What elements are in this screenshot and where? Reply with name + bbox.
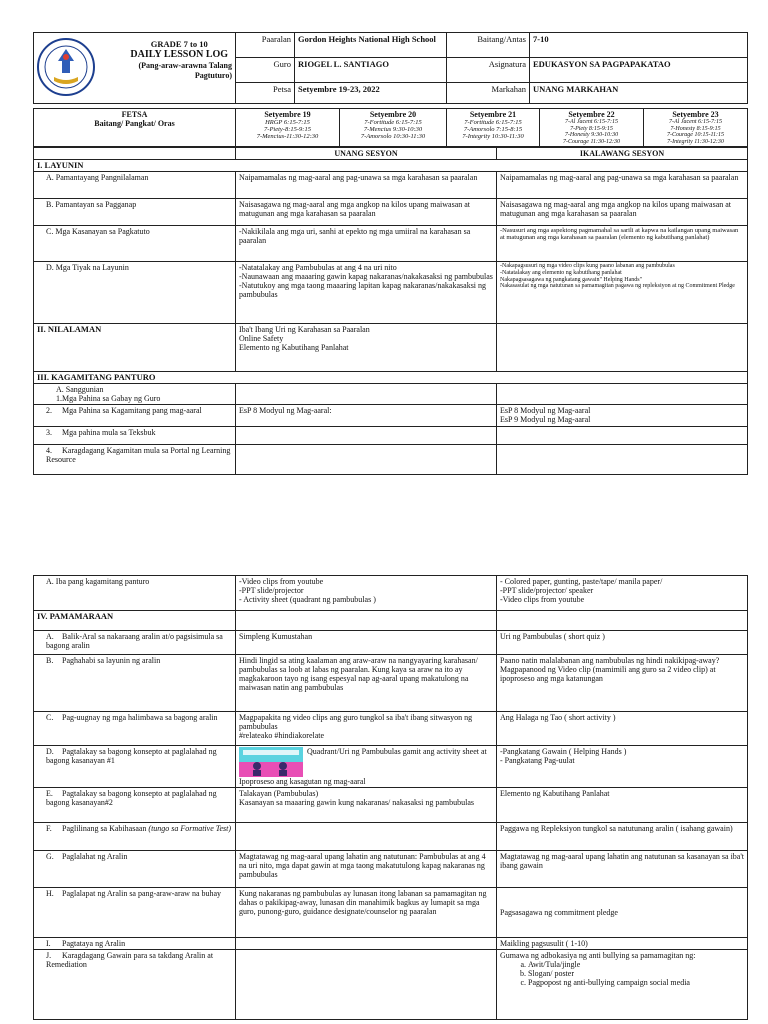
day-line: 7-Integrity 11:30-12:30 bbox=[667, 138, 724, 145]
nilalaman-heading: II. NILALAMAN bbox=[34, 324, 236, 372]
row-label bbox=[34, 888, 236, 938]
day-date: Setyembre 19 bbox=[264, 110, 311, 119]
pamamaraan-heading: IV. PAMAMARAAN bbox=[34, 611, 236, 631]
nilalaman-s1: Iba't Ibang Uri ng Karahasan sa Paaralan Online Safety Elemento ng Kabutihang Panlahat bbox=[236, 324, 497, 372]
row-label-italic: (tungo sa Formative Test) bbox=[148, 824, 232, 833]
iba-pang-label: A. Iba pang kagamitang panturo bbox=[34, 576, 236, 611]
row-s2: EsP 8 Modyul ng Mag-aaral EsP 9 Modyul ng Mag-aaral bbox=[497, 405, 748, 427]
row-s1 bbox=[236, 823, 497, 851]
row-s2: Elemento ng Kabutihang Panlahat bbox=[497, 788, 748, 823]
day-3 bbox=[447, 109, 540, 147]
day-2 bbox=[340, 109, 447, 147]
paaralan-value: Gordon Heights National High School bbox=[295, 33, 447, 58]
petsa-value: Setyembre 19-23, 2022 bbox=[295, 83, 447, 104]
day-date: Setyembre 23 bbox=[672, 110, 719, 119]
row-s1: Magpapakita ng video clips ang guro tungkol sa iba't ibang sitwasyon ng pambubulas #relateako #hindiakorelate bbox=[236, 712, 497, 746]
row-key: B. bbox=[46, 656, 54, 665]
sanggunian-cell bbox=[34, 384, 236, 405]
ikalawang-sesyon-heading: IKALAWANG SESYON bbox=[497, 148, 748, 160]
day-date: Setyembre 21 bbox=[469, 110, 517, 119]
row-label: B. Pamantayan sa Pagganap bbox=[34, 199, 236, 226]
row-num: 3. bbox=[46, 428, 52, 438]
gabay-label: 1.Mga Pahina sa Gabay ng Guro bbox=[56, 394, 161, 404]
row-key: D. bbox=[46, 747, 54, 756]
row-label bbox=[34, 823, 236, 851]
row-label: A. Pamantayang Pangnilalaman bbox=[34, 172, 236, 199]
row-s2: Naisasagawa ng mag-aaral ang mga angkop na kilos upang maiwasan at matugunan ang mga karahasan sa paaralan bbox=[497, 199, 748, 226]
row-s1: Kung nakaranas ng pambubulas ay lunasan itong labanan sa pamamagitan ng dahas o pakikipag-away, lunasan din manahimik bagkus ay lumapit sa mga guro, punong-guro, guidance designate/counselor ng paaralan bbox=[236, 888, 497, 938]
day-line: 7-Integrity 10:30-11:30 bbox=[462, 133, 524, 140]
iba-pang-s1: -Video clips from youtube -PPT slide/projector - Activity sheet (quadrant ng pambubulas ) bbox=[236, 576, 497, 611]
row-num: 2. bbox=[46, 406, 52, 416]
quadrant-activity-image bbox=[239, 747, 303, 777]
row-label bbox=[34, 655, 236, 712]
paaralan-label: Paaralan bbox=[236, 33, 295, 58]
row-s2: Pagsasagawa ng commitment pledge bbox=[497, 888, 748, 938]
row-label bbox=[34, 631, 236, 655]
row-label bbox=[34, 938, 236, 950]
row-s2: -Pangkatang Gawain ( Helping Hands ) - Pangkatang Pag-uulat bbox=[497, 746, 748, 788]
markahan-value: UNANG MARKAHAN bbox=[530, 83, 748, 104]
row-label-text: Pagtalakay sa bagong konsepto at paglalahad ng bagong kasanayan #1 bbox=[46, 747, 217, 765]
row-s2-list-cell bbox=[497, 950, 748, 1020]
day-date: Setyembre 20 bbox=[369, 110, 417, 119]
procedure-table bbox=[33, 575, 748, 1020]
row-key: F. bbox=[46, 824, 52, 833]
row-s2 bbox=[497, 427, 748, 445]
day-date: Setyembre 22 bbox=[568, 110, 615, 119]
day-line: HRGP 6:15-7:15 bbox=[265, 119, 310, 126]
row-label bbox=[34, 746, 236, 788]
day-line: 7-Al Jacent 6:15-7:15 bbox=[669, 119, 722, 125]
deped-seal-icon bbox=[36, 37, 96, 97]
row-label bbox=[34, 950, 236, 1020]
row-label bbox=[34, 445, 236, 475]
row-s1: Naisasagawa ng mag-aaral ang mga angkop na kilos upang maiwasan at matugunan ang mga karahasan sa paaralan bbox=[236, 199, 497, 226]
day-line: 7-Courage 11:30-12:30 bbox=[562, 138, 621, 145]
day-5 bbox=[644, 109, 748, 147]
asignatura-value: EDUKASYON SA PAGPAPAKATAO bbox=[530, 58, 748, 83]
day-line: 7-Piety-8:15-9:15 bbox=[264, 126, 311, 133]
row-s1: Simpleng Kumustahan bbox=[236, 631, 497, 655]
baitang-label: Baitang/Antas bbox=[447, 33, 530, 58]
row-label bbox=[34, 851, 236, 888]
list-item: b. Slogan/ poster bbox=[528, 969, 744, 978]
markahan-label: Markahan bbox=[447, 83, 530, 104]
row-key: I. bbox=[46, 939, 51, 948]
day-line: 7-Fortitude 6:15-7:15 bbox=[364, 119, 422, 126]
row-s1: -Natatalakay ang Pambubulas at ang 4 na uri nito -Naunawaan ang maaaring gawin kapag nakaranas/nakakasaksi ng pambubulas -Natutukoy ang mga taong maaaring lapitan kapag nakaranas/nakakasaksi ng pambubulas bbox=[236, 262, 497, 324]
row-label bbox=[34, 788, 236, 823]
row-s2: -Nasusuri ang mga aspektong pagmamahal sa sarili at kapwa na kailangan upang maiwasan at matugunan ang mga karahasan sa paaralan (elemento ng kabutihang panlahat) bbox=[497, 226, 748, 262]
row-s1 bbox=[236, 938, 497, 950]
grade-label: GRADE 7 to 10 bbox=[150, 39, 208, 49]
nilalaman-s2 bbox=[497, 324, 748, 372]
baitang-value: 7-10 bbox=[530, 33, 748, 58]
list-item: a. Awit/Tula/jingle bbox=[528, 960, 744, 969]
day-line: 7-Honesty 8:15-9:15 bbox=[670, 125, 721, 132]
row-s1: Magtatawag ng mag-aaral upang lahatin ang natutunan: Pambubulas at ang 4 na uri nito, mga dapat gawin at mga taong makatutulong kapag nakaranas ng pambubulas bbox=[236, 851, 497, 888]
day-line: 7-Fortitude 6:15-7:15 bbox=[464, 119, 522, 126]
schedule-table bbox=[33, 108, 748, 147]
guro-value: RIOGEL L. SANTIAGO bbox=[295, 58, 447, 83]
row-s2: Naipamamalas ng mag-aaral ang pag-unawa sa mga karahasan sa paaralan bbox=[497, 172, 748, 199]
kagamitan-heading: III. KAGAMITANG PANTURO bbox=[34, 372, 748, 384]
unang-sesyon-heading: UNANG SESYON bbox=[236, 148, 497, 160]
row-label-text: Pagtataya ng Aralin bbox=[62, 939, 126, 948]
day-line: 7-Piety 8:15-9:15 bbox=[570, 125, 613, 132]
lesson-log-page-1 bbox=[33, 32, 747, 475]
day-line: 7-Mencius-11:30-12:30 bbox=[256, 133, 319, 140]
row-label-text: Karagdagang Gawain para sa takdang Aralin at Remediation bbox=[46, 951, 214, 969]
row-s2: Magtatawag ng mag-aaral upang lahatin ang natutunan sa kasanayan sa iba't ibang gawain bbox=[497, 851, 748, 888]
row-label-text: Paglilinang sa Kabihasaan bbox=[62, 824, 147, 833]
row-s2: Ang Halaga ng Tao ( short activity ) bbox=[497, 712, 748, 746]
header-table bbox=[33, 32, 748, 104]
doc-subtitle: (Pang-araw-arawna Talang Pagtuturo) bbox=[138, 61, 232, 80]
row-s1: Naipamamalas ng mag-aaral ang pag-unawa sa mga karahasan sa paaralan bbox=[236, 172, 497, 199]
list-item: c. Pagpopost ng anti-bullying campaign social media bbox=[528, 978, 744, 987]
row-s1: EsP 8 Modyul ng Mag-aaral: bbox=[236, 405, 497, 427]
day-line: 7-Al Jacent 6:15-7:15 bbox=[565, 119, 618, 125]
row-label bbox=[34, 712, 236, 746]
day-line: 7-Honesty 9:30-10:30 bbox=[564, 132, 619, 139]
row-key: J. bbox=[46, 951, 52, 960]
day-1 bbox=[236, 109, 340, 147]
fetsa-cell bbox=[34, 109, 236, 147]
row-label-text: Paglalahat ng Aralin bbox=[62, 852, 128, 861]
day-line: 7-Courage 10:15-11:15 bbox=[666, 132, 725, 139]
row-label-text: Paghahabi sa layunin ng aralin bbox=[62, 656, 161, 665]
row-s1 bbox=[236, 427, 497, 445]
petsa-label: Petsa bbox=[236, 83, 295, 104]
row-num: 4. bbox=[46, 446, 52, 456]
row-label-text: Pag-uugnay ng mga halimbawa sa bagong aralin bbox=[62, 713, 218, 722]
row-s2: -Nakapagsusuri ng mga video clips kung paano labanan ang pambubulas -Natatalakay ang elemento ng kabutihang panlahat Nakapagsasagawa ng pangkatang gawain" Helping Hands" Nakasasulat ng mga natutunan sa pamamagitan pagawa ng repleksiyon at ng Commitment Pledge bbox=[497, 262, 748, 324]
row-s1: -Nakikilala ang mga uri, sanhi at epekto ng mga umiiral na karahasan sa paaralan bbox=[236, 226, 497, 262]
sanggunian-label: A. Sanggunian bbox=[56, 385, 104, 395]
row-label-text: Balik-Aral sa nakaraang aralin at/o pagsisimula sa bagong aralin bbox=[46, 632, 223, 650]
row-label-text: Paglalapat ng Aralin sa pang-araw-araw na buhay bbox=[62, 889, 222, 898]
day-4 bbox=[540, 109, 644, 147]
row-s2 bbox=[497, 445, 748, 475]
objectives-table bbox=[33, 147, 748, 475]
row-key: C. bbox=[46, 713, 54, 722]
asignatura-label: Asignatura bbox=[447, 58, 530, 83]
row-s1 bbox=[236, 950, 497, 1020]
day-line: 7-Amorsolo 7:15-8:15 bbox=[463, 126, 523, 133]
day-line: 7-Mencius 9:30-10:30 bbox=[363, 126, 423, 133]
row-s1-text: Quadrant/Uri ng Pambubulas gamit ang activity sheet at Ipoproseso ang kasagutan ng mag-aaral bbox=[239, 747, 487, 786]
row-s1-with-image bbox=[236, 746, 497, 788]
row-label-text: Karagdagang Kagamitan mula sa Portal ng Learning Resource bbox=[46, 446, 231, 465]
day-line: 7-Amorsolo 10:30-11:30 bbox=[360, 133, 426, 140]
doc-title: DAILY LESSON LOG bbox=[130, 49, 229, 60]
row-label bbox=[34, 427, 236, 445]
row-key: A. bbox=[46, 632, 54, 641]
row-s2: Gumawa ng adbokasiya ng anti bullying sa pamamagitan ng: bbox=[500, 951, 696, 960]
row-label: D. Mga Tiyak na Layunin bbox=[34, 262, 236, 324]
doc-title-cell bbox=[124, 33, 236, 104]
activity-list bbox=[500, 960, 744, 987]
row-s1: Hindi lingid sa ating kaalaman ang araw-araw na nangyayaring karahasan/ pambubulas sa loob at labas ng paaralan. Kung kaya sa araw na ito ay magkakaroon tayo ng isang espesyal nap ag-aaral upang makatulong na maiwasan natin ang pambubulas bbox=[236, 655, 497, 712]
row-s2: Maikling pagsusulit ( 1-10) bbox=[497, 938, 748, 950]
row-key: H. bbox=[46, 889, 54, 898]
row-s2: Paano natin malalabanan ang nambubulas ng hindi nakikipag-away? Magpapanood ng Video clip (mamimili ang guro sa 2 video clip) at ipoproseso ang mga katanungan bbox=[497, 655, 748, 712]
lesson-log-page-2 bbox=[33, 575, 747, 1020]
iba-pang-s2: - Colored paper, gunting, paste/tape/ manila paper/ -PPT slide/projector/ speaker -Video clips from youtube bbox=[497, 576, 748, 611]
row-key: G. bbox=[46, 852, 54, 861]
row-s2: Uri ng Pambubulas ( short quiz ) bbox=[497, 631, 748, 655]
row-s1 bbox=[236, 445, 497, 475]
row-label-text: Mga Pahina sa Kagamitang pang mag-aaral bbox=[62, 406, 202, 416]
row-label bbox=[34, 405, 236, 427]
row-label-text: Mga pahina mula sa Teksbuk bbox=[62, 428, 156, 438]
baitang-oras-label: Baitang/ Pangkat/ Oras bbox=[94, 119, 175, 128]
guro-label: Guro bbox=[236, 58, 295, 83]
row-s2: Paggawa ng Repleksiyon tungkol sa natutunang aralin ( isahang gawain) bbox=[497, 823, 748, 851]
row-key: E. bbox=[46, 789, 53, 798]
layunin-heading: I. LAYUNIN bbox=[34, 160, 748, 172]
row-label: C. Mga Kasanayan sa Pagkatuto bbox=[34, 226, 236, 262]
fetsa-label: FETSA bbox=[121, 110, 148, 119]
seal-cell bbox=[34, 33, 124, 104]
row-s1: Talakayan (Pambubulas) Kasanayan sa maaaring gawin kung nakaranas/ nakasaksi ng pambubulas bbox=[236, 788, 497, 823]
row-label-text: Pagtalakay sa bagong konsepto at paglalahad ng bagong kasanayan#2 bbox=[46, 789, 217, 807]
